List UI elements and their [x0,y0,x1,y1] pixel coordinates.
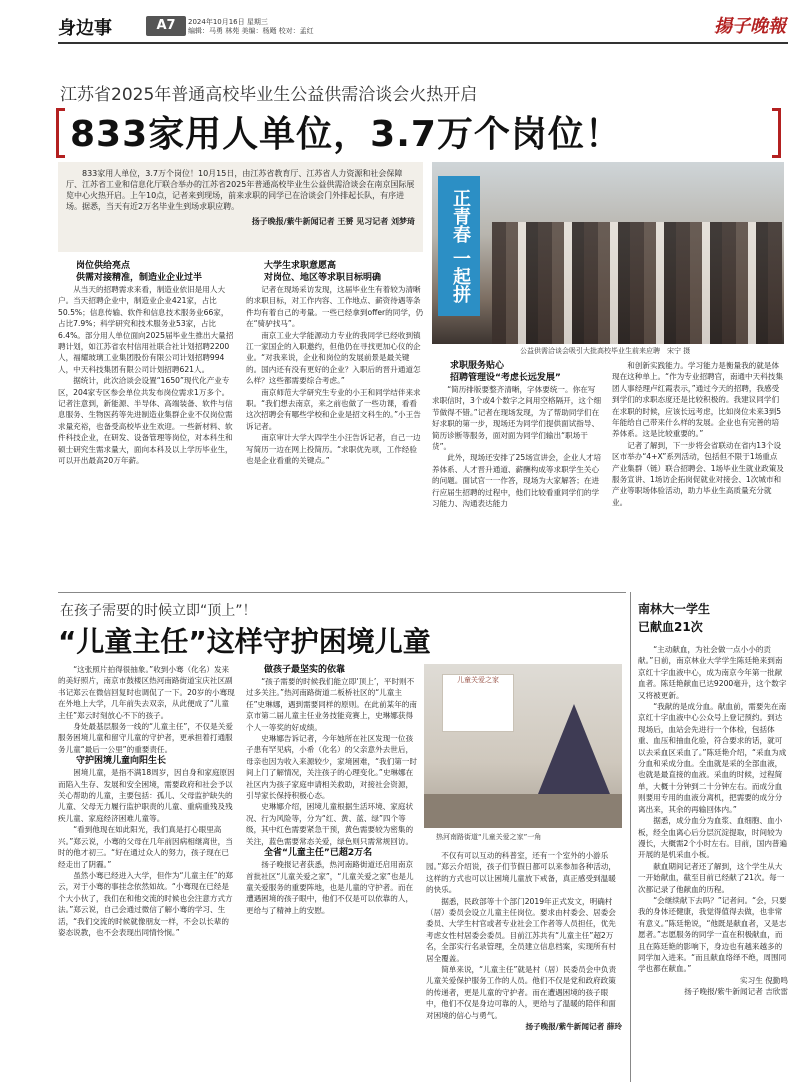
job-fair-photo [432,162,784,344]
paragraph: 困境儿童，是指不满18周岁，因自身和家庭原因而陷入生存、发展和安全困境，需要政府和社会予以关心帮助的儿童，主要包括：孤儿、父母监护缺失的儿童、父母无力履行监护职责的儿童、重病重残及残疾儿童、家庭经济困难儿童等。 [58,768,235,823]
story2-column-1 [58,664,236,938]
story1-column-3 [432,360,602,509]
paragraph: 记者了解到，下一步将会省联动在省内13个设区市举办“4+X”系列活动，包括但不限于1场重点产业集群（链）联合招聘会、1场毕业生就业政策及服务宣讲、1场访企拓岗促就业对接会、1次城市和产业等职场体验活动，助力毕业生高质量充分就业。 [612,440,784,507]
story1-column-4 [612,360,784,508]
page-number: A7 [146,16,186,36]
paragraph: 据统计，此次洽谈会设置“1650”现代化产业专区，204家专区参会单位共发布岗位需求1万多个。记者注意到，新能源、半导体、高端装备、软件与信息服务、生物医药等先进制造业集群企业不仅岗位需求量充裕，也备受高校毕业生欢迎。一些新材料、软件科技企业，在研发、设备管理等岗位，对本科生和硕士研究生需求量大，面向本科及以上学历毕业生，可以开出最高20万年薪。 [58,376,233,466]
paragraph: 扬子晚报记者获悉，热河南路街道还启用南京首批社区“儿童关爱之家”，“儿童关爱之家”也是儿童关爱服务的重要阵地，也是儿童的守护者。而在遭遇困境的孩子眼中，他们不仅是可以依靠的人，更给与了精神上的安慰。 [246,860,414,915]
paragraph: 据悉，成分血分为血浆、血细胞、血小板，经全血离心后分层沉淀提取，时间较为漫长，大概需2个小时左右。目前，国内普遍开展的是机采血小板。 [638,816,788,860]
story1-lead [58,162,423,252]
paragraph: 此外，现场还安排了25场宣讲会，企业人才培养体系、人才晋升通道、薪酬构成等求职学生关心的问题。面试官一一作答，现场为大家解答；在进行应届生招聘的过程中，他们比较看重同学们的学习能力、沟通表达能力 [432,453,602,509]
paragraph: 和创新实践能力。学习能力是衡量我的就是体现在这种单上。“作为专业招聘官，南通中天科技集团人事经理卢红霞表示，”通过今天的招聘，我感受到学们的求职态度还是比较积极的。我建议同学们在求职的时候，应该长远考虑，比如岗位未来3到5年能给自己带来什么样的发展。企业也有完善的培养体系。这是比较重要的。” [612,361,783,439]
masthead-rule [58,42,788,44]
subhead: 供需对接精准，制造业企业过半 [76,273,203,283]
paragraph: 简单来说，“儿童主任”就是村（居）民委员会中负责儿童关爱保护服务工作的人员。他们不仅是党和政府政策的传递者，更是儿童的守护者。而在遭遇困境的孩子眼中，他们不仅是身边可靠的人，更给与了温暖的陪伴和面对困境的信心与勇气。 [426,965,617,1020]
subhead: 全省“儿童主任”已超2万名 [264,848,373,859]
subhead: 对岗位、地区等求职目标明确 [264,273,382,283]
paragraph: 不仅有可以互动的科普室，还有一个室外的小游乐园。”郑云介绍说，孩子们节假日都可以来参加各种活动，这样的方式也可以让困境儿童放下戒备，真正感受到温暖的快乐。 [426,851,616,895]
story1-byline: 扬子晚报/紫牛新闻记者 王赟 见习记者 刘梦琦 [251,217,415,226]
story1-column-2 [246,260,424,467]
paragraph: 史琳娜介绍，困境儿童根据生活环境、家庭状况、行为风险等，分为“红、黄、蓝、绿”四个等级，其中红色需要紧急干预，黄色需要较为密集的关注，蓝色需要常态关爱，绿色则只需常规回访。 [246,802,414,846]
paragraph: 据悉，民政部等十个部门2019年正式发文，明确村（居）委员会设立儿童主任岗位。要求由村委会、居委会委员、大学生村官或者专业社会工作者等人员担任，优先考虑女性村居委会委员。目前江苏共有“儿童主任”超2万名，全部实行名录管理，全员建立信息档案，实现所有村居全覆盖。 [426,896,616,963]
paragraph: “简历排版要整齐清晰，字体要统一。你在写求职信时，3个或4个数字之间用空格隔开，这个细节做得不错。”记者在现场发现，为了帮助同学们在好求职的第一步，现场还为同学们提供面试指导、简历诊断等服务，面对面为同学们输出“职场干货”。 [432,385,602,452]
photo-crowd [492,222,782,344]
headline-bracket-right [772,108,781,158]
story3-byline: 实习生 倪勤鸣 [740,975,788,985]
masthead [0,0,800,44]
section-name: 身边事 [58,18,112,39]
story3-column [638,644,788,998]
story3-kicker: 南林大一学生 [638,602,711,616]
headline-bracket-left [56,108,65,158]
story1-column-1 [58,260,236,467]
paragraph: 南京审计大学大四学生小汪告诉记者，自己一边写简历一边在网上投简历。“求职优先项，工作经验也是企业看重的关键点。” [246,433,421,466]
lead-text: 833家用人单位，3.7万个岗位！10月15日，由江苏省教育厅、江苏省人力资源和社会保障厅、江苏省工业和信息化厅联合举办的江苏省2025年普通高校毕业生公益供需洽谈会在南京国际展览中心火热开启。上午10点，记者来到现场，前来求职的同学已在洽谈会门外排起长队，有序进场。据悉，当天有近2万名毕业生到场求职应聘。 [66,169,415,211]
photo2-caption: 热河南路街道“儿童关爱之家”一角 [436,833,542,841]
paragraph: 南京师范大学研究生专业的小王和同学结伴来求职。“我们想去南京，来之前也做了一些功课，看看这次招聘会有哪些学校和企业是招文科生的。”小王告诉记者。 [246,387,421,431]
paragraph: “主动献血，为社会做一点小小的贡献。”日前，南京林业大学学生陈廷艳来到南京红十字血液中心，成为南京今年第一批献血者。陈廷艳献血已达9200毫升，这个数字又将被更新。 [638,645,787,700]
subhead: 招聘管理设“考虑长远发展” [450,373,561,383]
story1-kicker: 江苏省2025年普通高校毕业生公益供需洽谈会火热开启 [60,85,478,105]
subhead: 守护困境儿童向阳生长 [76,756,167,767]
sidebar-divider [630,592,631,1082]
paragraph: 献血期间记者还了解到，这个学生从大一开始献血，截至目前已经献了21次。每一次都记录了他献血的历程。 [638,861,785,894]
play-tent [534,704,614,804]
paragraph: “会继续献下去吗？”记者问。“会，只要我的身体还健康，我觉得值得去做，也非常有意义。”陈廷艳说，“他既是献血者，又是志愿者。”志愿服务的同学一直在积极献血，而且在陈廷艳的影响下，身边也有越来越多的同学加入进来。“而且献血络绎不绝，周围同学也都在献血。” [638,895,787,974]
paragraph: 史琳娜告诉记者，今年她所在社区发现一位孩子患有罕见病，小希（化名）的父亲意外去世后，母亲也因为收入来源较少，家境困难，“我们第一时间上门了解情况，关注孩子的心理变化。”史琳娜在社区内为孩子家庭申请相关救助，对接社会资源，引导家长保持积极心态。 [246,734,417,801]
paragraph: “这张照片拍得很抽象。”收到小骞（化名）发来的美好照片，南京市鼓楼区热河南路街道宝庆社区副书记郑云在微信回复时也调侃了一下。20岁的小骞现在外地上大学，几年前失去双亲，从此便成了“儿童主任”郑云时刻放心不下的孩子。 [58,665,235,720]
subhead: 大学生求职意愿高 [264,261,337,271]
paragraph: “孩子需要的时候我们能立即‘顶上’，平时则不过多关注。”热河南路街道二板桥社区的“儿童主任”史琳娜，遇到需要同样的原则。在此前某年的南京市第二届儿童主任业务技能竞赛上，史琳娜获得个人一等奖的好成绩。 [246,677,417,732]
paragraph: 身处最基层服务一线的“儿童主任”，不仅是关爱服务困境儿童和留守儿童的守护者，更承担着打通服务儿童“最后一公里”的重要责任。 [58,722,233,754]
story2-headline: “儿童主任”这样守护困境儿童 [58,625,431,658]
paragraph: 虽然小骞已经进入大学，但作为“儿童主任”的郑云，对于小骞的事挂念依然如故。“小骞现在已经是个大小伙了，我们在和他交流的时候也会注意方式方法。”郑云说，自己会通过微信了解小骞的学习、生活，“我们交流的时候就像朋友一样，不会以长辈的姿态说教，也不会表现出同情怜悯。” [58,870,233,937]
paragraph: 从当天的招聘需求来看，制造业依旧是用人大户。当天招聘企业中，制造业企业421家，占比50.5%；信息传输、软件和信息技术服务业66家，占比7.9%；科学研究和技术服务业53家，占比6.4%。部分用人单位面向2025届毕业生推出大量招聘计划，如江苏省农村信用社联合社计划招聘2200人，福耀玻璃工业集团股份有限公司计划招聘994人，中天科技集团有限公司计划招聘621人。 [58,285,234,374]
paragraph: “我献的是成分血。献血前，需要先在南京红十字血液中心公众号上登记预约。到达现场后，血站会先进行一个体检，包括体重、血压和抽血化验，符合要求的话，就可以去采血区采血了。”陈廷艳介绍，“采血为成分血和采成分血。全血就是采的全部血液，也就是最直接的血液。采血的时候，过程简单，大概十分钟到二十分钟左右。而成分血则要用专用的血液分离机，把需要的成分分离出来，其余的再输回体内。” [638,702,787,814]
subhead: 岗位供给亮点 [76,261,131,271]
subhead: 求职服务贴心 [450,361,505,371]
section-divider [58,592,626,593]
photo-sign: 正青春 一起拼 [438,176,480,316]
care-room-photo [424,664,622,828]
photo1-caption: 公益供需洽谈会吸引大批高校毕业生前来应聘 宋宁 摄 [520,347,691,355]
floor-rug [424,794,622,828]
story3-headline: 已献血21次 [638,620,703,634]
story2-byline: 扬子晚报/紫牛新闻记者 薛玲 [525,1022,622,1032]
photo-board: 儿童关爱之家 [442,674,514,732]
date-line [188,18,314,36]
newspaper-logo: 揚子晚報 [714,16,786,37]
story2-column-3 [426,850,622,1033]
paragraph: 南京工业大学能源动力专业的我同学已经收到镇江一家国企的入职邀约，但他仍在寻找更加心仪的企业。“对我来说，企业和岗位的发展前景是最关键的。国内还有没有更好的企业？入职后的晋升通道怎么样？这些都需要综合考虑。” [246,330,421,386]
editor-credits: 编辑：马勇 林苑 美编：杨飏 校对：孟红 [188,27,314,35]
subhead: 做孩子最坚实的依靠 [264,665,346,675]
paragraph: 记者在现场采访发现，这届毕业生有着较为清晰的求职目标，对工作内容、工作地点、薪资待遇等条件均有着自己的考量。一些已经拿到offer的同学，仍在“骑驴找马”。 [246,285,424,329]
story2-kicker: 在孩子需要的时候立即“顶上”！ [60,603,257,619]
paragraph: “看到他现在如此阳光，我们真是打心眼里高兴。”郑云说，小骞的父母在几年前因病相继离世，当时的他才初三。“好在通过众人的努力，孩子现在已经走出了阴霾。” [58,825,233,869]
story2-column-2 [246,664,418,916]
story3-byline: 扬子晚报/紫牛新闻记者 吉欣雷 [684,987,788,997]
story1-headline: 833家用人单位，3.7万个岗位！ [70,114,622,155]
issue-date: 2024年10月16日 星期三 [188,18,268,26]
